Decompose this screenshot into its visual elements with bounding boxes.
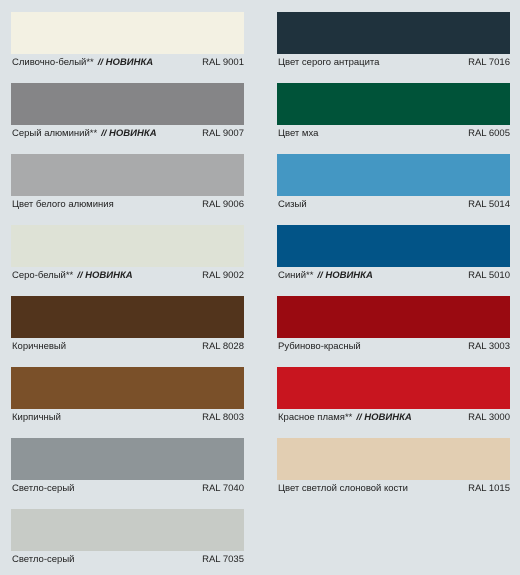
- color-swatch: [277, 296, 510, 338]
- color-name: [12, 128, 157, 140]
- color-swatch-item: [11, 509, 244, 563]
- color-name-text: Кирпичный: [12, 412, 61, 423]
- color-name: [278, 412, 412, 424]
- color-name-text: Сливочно-белый**: [12, 57, 94, 68]
- color-label: [277, 483, 510, 495]
- ral-code: RAL 9006: [202, 199, 244, 210]
- color-label: [277, 270, 510, 282]
- ral-code: RAL 9001: [202, 57, 244, 68]
- color-swatch: [11, 509, 244, 551]
- color-swatch-item: [277, 12, 510, 66]
- color-swatch: [11, 438, 244, 480]
- ral-code: RAL 3003: [468, 341, 510, 352]
- color-swatch-item: [11, 296, 244, 350]
- ral-code: RAL 9007: [202, 128, 244, 139]
- color-swatch-item: [277, 225, 510, 279]
- color-name: [278, 341, 361, 353]
- color-name: [278, 270, 373, 282]
- color-name-text: Серый алюминий**: [12, 128, 98, 139]
- color-label: [277, 412, 510, 424]
- ral-code: RAL 6005: [468, 128, 510, 139]
- color-name-text: Сизый: [278, 199, 307, 210]
- color-swatch: [11, 83, 244, 125]
- ral-code: RAL 1015: [468, 483, 510, 494]
- new-badge: // НОВИНКА: [77, 270, 133, 281]
- color-swatch-item: [277, 83, 510, 137]
- color-swatch: [11, 296, 244, 338]
- new-badge: // НОВИНКА: [101, 128, 157, 139]
- new-badge: // НОВИНКА: [97, 57, 154, 68]
- color-swatch: [277, 367, 510, 409]
- new-badge: // НОВИНКА: [317, 270, 373, 281]
- color-swatch: [11, 367, 244, 409]
- color-swatch: [11, 225, 244, 267]
- color-label: [11, 554, 244, 566]
- new-badge: // НОВИНКА: [356, 412, 412, 423]
- color-swatch-item: [11, 438, 244, 492]
- color-label: [11, 199, 244, 211]
- color-name-text: Цвет мха: [278, 128, 319, 139]
- ral-code: RAL 7035: [202, 554, 244, 565]
- color-swatch-item: [277, 154, 510, 208]
- color-label: [11, 57, 244, 69]
- color-name-text: Цвет светлой слоновой кости: [278, 483, 408, 494]
- color-swatch: [277, 225, 510, 267]
- color-label: [277, 57, 510, 69]
- color-swatch-item: [277, 438, 510, 492]
- color-name-text: Красное пламя**: [278, 412, 353, 423]
- color-name: [12, 57, 153, 69]
- color-swatch: [277, 438, 510, 480]
- color-label: [11, 483, 244, 495]
- color-name-text: Цвет белого алюминия: [12, 199, 114, 210]
- ral-code: RAL 3000: [468, 412, 510, 423]
- color-swatch-item: [11, 225, 244, 279]
- color-name: [12, 412, 61, 424]
- color-swatch-item: [11, 367, 244, 421]
- color-label: [11, 270, 244, 282]
- color-label: [277, 341, 510, 353]
- color-name-text: Рубиново-красный: [278, 341, 361, 352]
- color-name-text: Синий**: [278, 270, 314, 281]
- color-label: [277, 199, 510, 211]
- color-name: [12, 554, 74, 566]
- ral-code: RAL 7016: [468, 57, 510, 68]
- color-name: [12, 341, 66, 353]
- color-swatch: [277, 154, 510, 196]
- color-name-text: Цвет серого антрацита: [278, 57, 380, 68]
- color-swatch-item: [277, 296, 510, 350]
- color-name: [278, 57, 379, 69]
- color-swatch: [277, 12, 510, 54]
- color-name: [12, 199, 114, 211]
- ral-code: RAL 8028: [202, 341, 244, 352]
- color-name-text: Коричневый: [12, 341, 67, 352]
- color-name: [12, 270, 133, 282]
- ral-code: RAL 5010: [468, 270, 510, 281]
- color-label: [11, 128, 244, 140]
- color-swatch-item: [277, 367, 510, 421]
- color-swatch-item: [11, 12, 244, 66]
- color-name-text: Светло-серый: [12, 483, 75, 494]
- color-label: [277, 128, 510, 140]
- color-name: [278, 199, 307, 211]
- ral-code: RAL 7040: [202, 483, 244, 494]
- ral-code: RAL 8003: [202, 412, 244, 423]
- color-swatch: [11, 154, 244, 196]
- color-name-text: Светло-серый: [12, 554, 75, 565]
- color-swatch-item: [11, 83, 244, 137]
- color-swatch: [11, 12, 244, 54]
- color-swatch: [277, 83, 510, 125]
- color-name-text: Серо-белый**: [12, 270, 74, 281]
- color-swatch-item: [11, 154, 244, 208]
- color-name: [278, 483, 408, 495]
- color-name: [278, 128, 318, 140]
- color-name: [12, 483, 74, 495]
- ral-code: RAL 5014: [468, 199, 510, 210]
- color-palette-grid: [11, 12, 510, 563]
- color-label: [11, 341, 244, 353]
- ral-code: RAL 9002: [202, 270, 244, 281]
- color-label: [11, 412, 244, 424]
